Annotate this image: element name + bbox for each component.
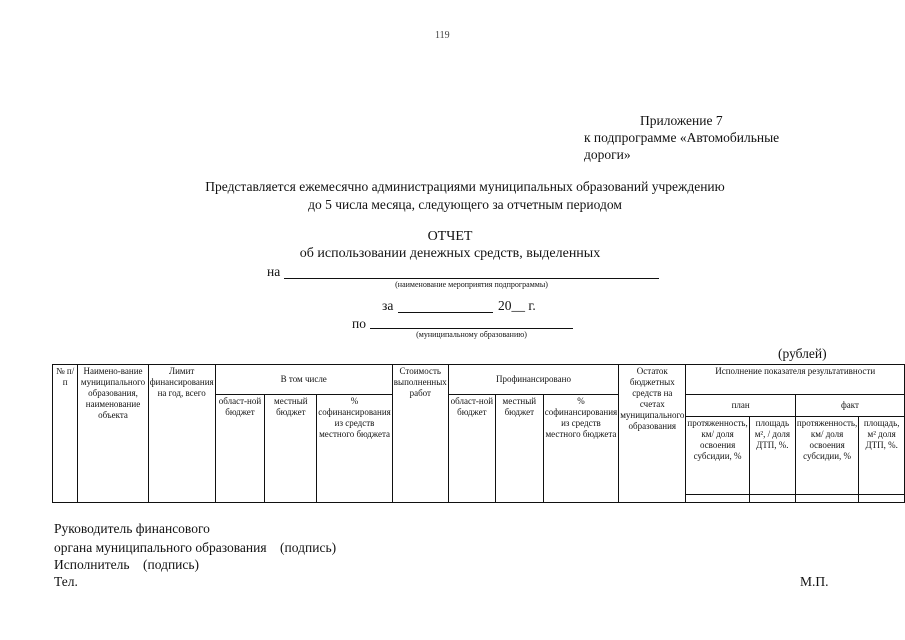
header-plan-area: площадь м², / доля ДТП, %.	[749, 417, 795, 495]
footer-line-2: органа муниципального образования (подпись)	[54, 540, 337, 555]
header-funding-limit: Лимит финансирования на год, всего	[148, 365, 215, 503]
header-incl-regional: област-ной бюджет	[215, 395, 265, 503]
po-fill-line	[370, 328, 573, 329]
page-number: 119	[435, 30, 450, 41]
report-title: ОТЧЕТ	[427, 229, 473, 244]
header-plan: план	[686, 395, 796, 417]
header-financed: Профинансировано	[448, 365, 618, 395]
header-including: В том числе	[215, 365, 392, 395]
header-fact-length: протяженность, км/ доля освоения субсидии, %	[795, 417, 858, 495]
header-number: № п/п	[53, 365, 78, 503]
na-label: на	[267, 264, 281, 279]
na-fill-line	[284, 278, 659, 279]
empty-cell	[686, 495, 749, 503]
header-fin-regional: област-ной бюджет	[448, 395, 495, 503]
year-label: 20__ г.	[498, 298, 536, 313]
header-incl-local: местный бюджет	[265, 395, 317, 503]
za-label: за	[382, 298, 394, 313]
stamp-place: М.П.	[800, 574, 829, 589]
header-fin-local: местный бюджет	[495, 395, 543, 503]
empty-cell	[859, 495, 905, 503]
header-performance: Исполнение показателя результативности	[686, 365, 905, 395]
appendix-heading	[584, 112, 844, 163]
appendix-line-2: к подпрограмме «Автомобильные	[584, 130, 780, 145]
intro-text	[120, 178, 810, 214]
footer-phone: Тел.	[54, 574, 78, 589]
header-fact-area: площадь, м² доля ДТП, %.	[859, 417, 905, 495]
report-subtitle: об использовании денежных средств, выделенных	[299, 246, 601, 261]
appendix-line-1: Приложение 7	[640, 113, 723, 128]
header-incl-cofinancing-pct: % софинансирования из средств местного бюджета	[317, 395, 392, 503]
header-work-cost: Стоимость выполненных работ	[392, 365, 448, 503]
header-remaining-funds: Остаток бюджетных средств на счетах муниципального образования	[619, 365, 686, 503]
intro-line-1: Представляется ежемесячно администрациями муниципальных образований учреждению	[205, 179, 725, 194]
intro-line-2: до 5 числа месяца, следующего за отчетным периодом	[308, 197, 622, 212]
header-fact: факт	[795, 395, 904, 417]
header-fin-cofinancing-pct: % софинансирования из средств местного бюджета	[543, 395, 618, 503]
report-table	[52, 364, 905, 503]
na-hint: (наименование мероприятия подпрограммы)	[395, 280, 548, 289]
header-plan-length: протяженность, км/ доля освоения субсидии, %	[686, 417, 749, 495]
units-label: (рублей)	[778, 346, 827, 361]
empty-cell	[795, 495, 858, 503]
empty-cell	[749, 495, 795, 503]
footer-line-1: Руководитель финансового	[54, 521, 210, 536]
po-label: по	[352, 316, 366, 331]
appendix-line-3: дороги»	[584, 147, 631, 162]
za-fill-line	[398, 312, 493, 313]
po-hint: (муниципальному образованию)	[416, 330, 527, 339]
footer-line-3: Исполнитель (подпись)	[54, 557, 200, 572]
header-municipality-name: Наимено-вание муниципального образования, наименование объекта	[78, 365, 148, 503]
